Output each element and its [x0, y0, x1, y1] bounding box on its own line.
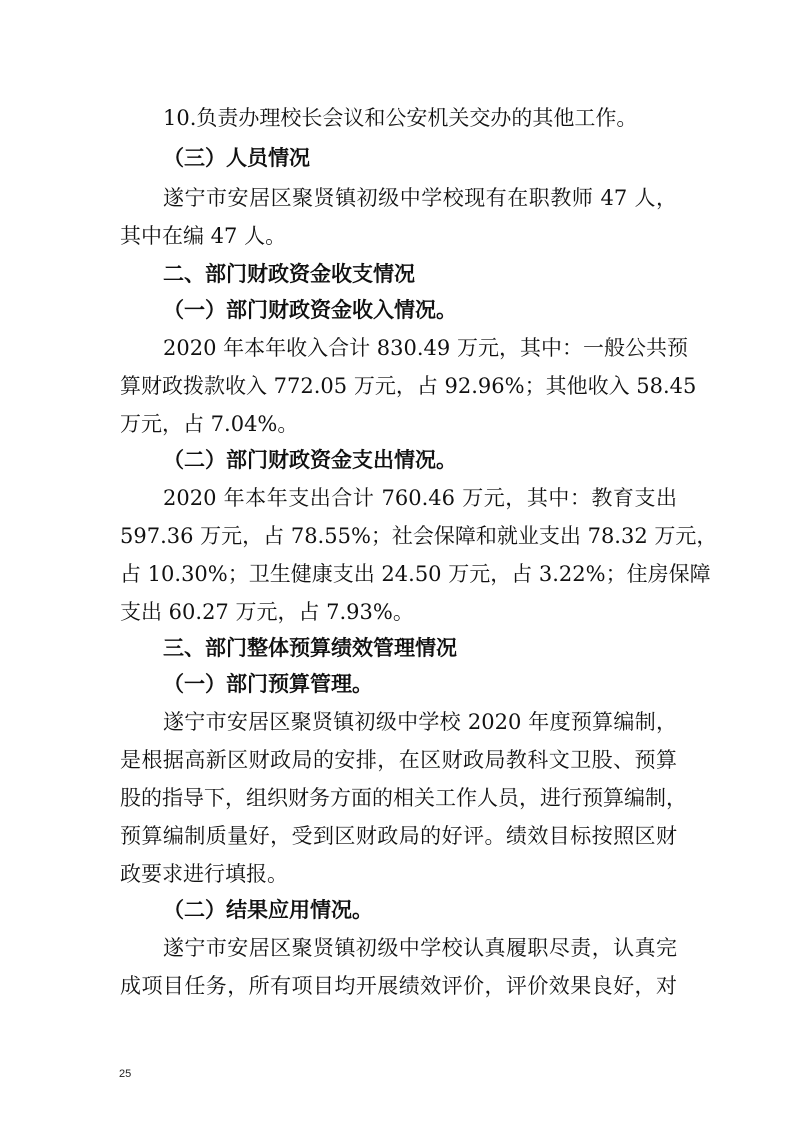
- paragraph-line: 遂宁市安居区聚贤镇初级中学校认真履职尽责，认真完: [163, 936, 677, 960]
- paragraph-line: 遂宁市安居区聚贤镇初级中学校现有在职教师 47 人，: [163, 186, 677, 210]
- paragraph-line: 遂宁市安居区聚贤镇初级中学校 2020 年度预算编制，: [163, 710, 677, 734]
- paragraph-line: 其中在编 47 人。: [120, 224, 287, 248]
- paragraph-line: 是根据高新区财政局的安排，在区财政局教科文卫股、预算: [120, 748, 677, 772]
- paragraph-line: 万元，占 7.04%。: [120, 412, 299, 436]
- paragraph-line: 占 10.30%；卫生健康支出 24.50 万元，占 3.22%；住房保障: [120, 562, 711, 586]
- section-heading: （三）人员情况: [163, 146, 310, 170]
- paragraph-line: 597.36 万元，占 78.55%；社会保障和就业支出 78.32 万元，: [120, 524, 718, 548]
- chapter-heading: 二、部门财政资金收支情况: [163, 262, 415, 286]
- page-number: 25: [119, 1068, 132, 1080]
- chapter-heading: 三、部门整体预算绩效管理情况: [163, 636, 457, 660]
- paragraph-line: 支出 60.27 万元，占 7.93%。: [120, 600, 414, 624]
- paragraph-line: 10.负责办理校长会议和公安机关交办的其他工作。: [163, 106, 638, 130]
- paragraph-line: 预算编制质量好，受到区财政局的好评。绩效目标按照区财: [120, 824, 677, 848]
- paragraph-line: 政要求进行填报。: [120, 862, 288, 886]
- section-heading: （二）结果应用情况。: [163, 898, 373, 922]
- paragraph-line: 成项目任务，所有项目均开展绩效评价，评价效果良好，对: [120, 974, 677, 998]
- paragraph-line: 2020 年本年支出合计 760.46 万元，其中：教育支出: [163, 486, 677, 510]
- section-heading: （一）部门预算管理。: [163, 672, 373, 696]
- paragraph-line: 股的指导下，组织财务方面的相关工作人员，进行预算编制，: [120, 786, 687, 810]
- paragraph-line: 算财政拨款收入 772.05 万元，占 92.96%；其他收入 58.45: [120, 374, 697, 398]
- section-heading: （一）部门财政资金收入情况。: [163, 298, 457, 322]
- paragraph-line: 2020 年本年收入合计 830.49 万元，其中：一般公共预: [163, 336, 688, 360]
- section-heading: （二）部门财政资金支出情况。: [163, 448, 457, 472]
